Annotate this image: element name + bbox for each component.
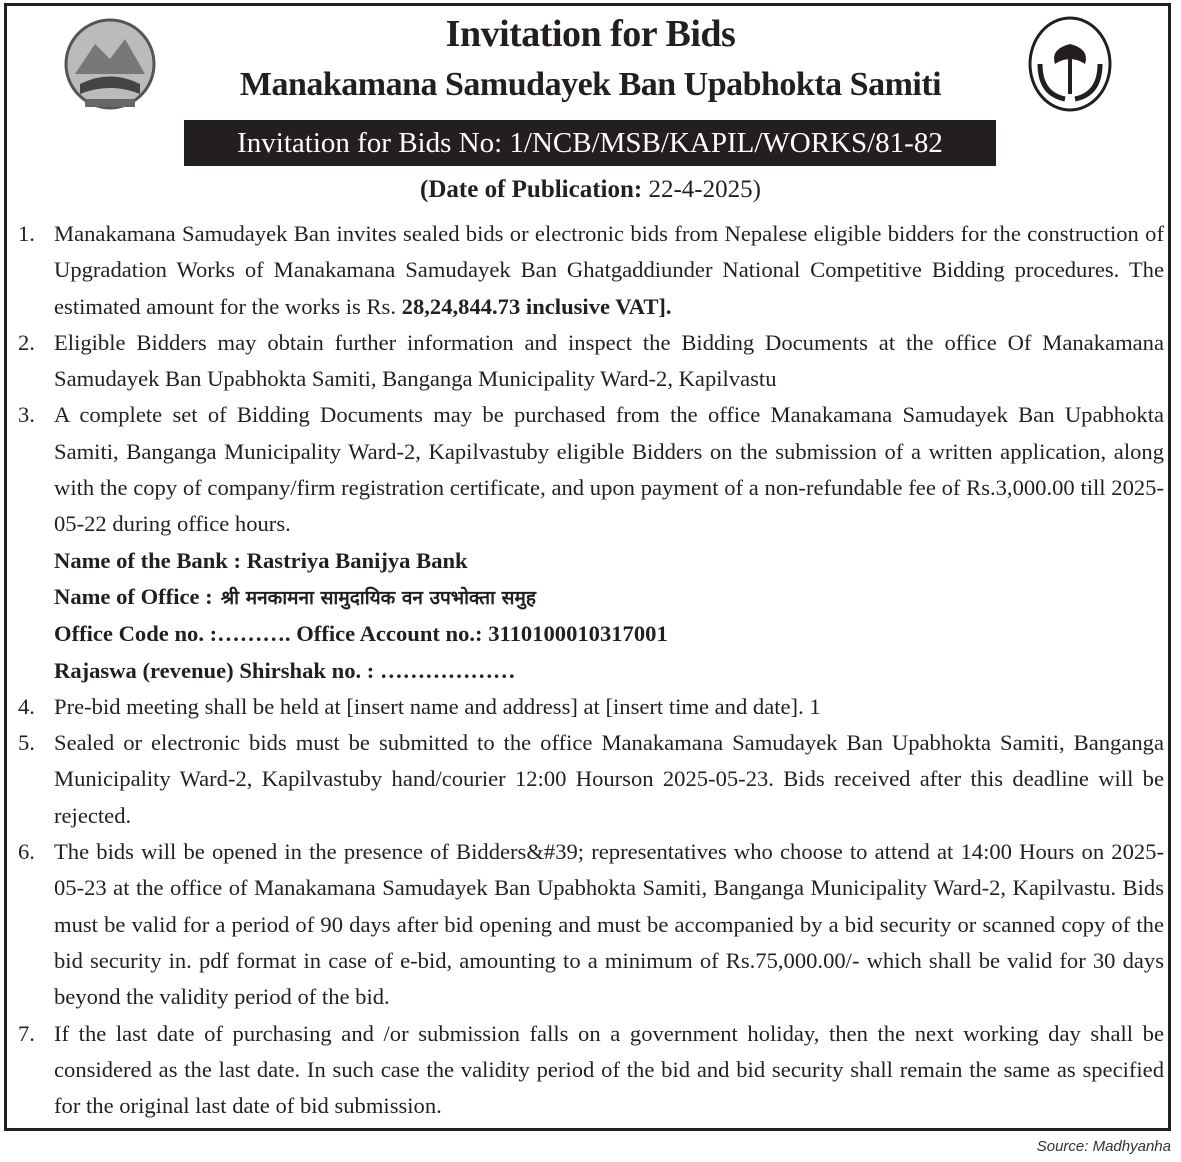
organization-name: Manakamana Samudayek Ban Upabhokta Samiti xyxy=(239,66,942,103)
item-number: 3. xyxy=(18,402,35,428)
list-item xyxy=(14,725,1164,834)
office-label: Name of Office : xyxy=(54,583,213,609)
page-title: Invitation for Bids xyxy=(445,13,736,55)
item-number: 7. xyxy=(18,1020,35,1046)
item-text: Manakamana Samudayek Ban invites sealed bids or electronic bids from Nepalese eligible bidders for the construction of Upgradation Works of Manakamana Samudayek Ban Ghatgaddiunder National Competitive Bidding procedures. The estimated amount for the works is Rs. xyxy=(54,221,1164,319)
item-text: Sealed or electronic bids must be submitted to the office Manakamana Samudayek Ban Upabhokta Samiti, Banganga Municipality Ward-2, Kapilvastuby hand/courier 12:00 Hourson 2025-05-23. Bids received after this deadline will be rejected. xyxy=(54,730,1164,828)
list-item xyxy=(14,689,1164,725)
item-number: 5. xyxy=(18,730,35,756)
item-text: The bids will be opened in the presence of Bidders&#39; representatives who choose to attend at 14:00 Hours on 2025-05-23 at the office of Manakamana Samudayek Ban Upabhokta Samiti, Banganga Municipality Ward-2, Kapilvastu. Bids must be valid for a period of 90 days after bid opening and must be accompanied by a bid security or scanned copy of the bid security in. pdf format in case of e-bid, amounting to a minimum of Rs.75,000.00/- which shall be valid for 30 days beyond the validity period of the bid. xyxy=(54,839,1164,1010)
item-text: A complete set of Bidding Documents may be purchased from the office Manakamana Samudayek Ban Upabhokta Samiti, Banganga Municipality Ward-2, Kapilvastuby eligible Bidders on the submission of a written application, along with the copy of company/firm registration certificate, and upon payment of a non-refundable fee of Rs.3,000.00 till 2025-05-22 during office hours. xyxy=(54,402,1164,537)
estimated-amount: 28,24,844.73 inclusive VAT]. xyxy=(401,293,672,319)
notice-items xyxy=(14,216,1164,1124)
item-number: 4. xyxy=(18,693,35,719)
item-text: Pre-bid meeting shall be held at [insert name and address] at [insert time and date]. 1 xyxy=(54,693,821,719)
publication-date-value: 22-4-2025) xyxy=(642,176,761,203)
rajaswa-shirshak: Rajaswa (revenue) Shirshak no. : ……………… xyxy=(54,657,516,683)
list-item xyxy=(14,325,1164,398)
bank-name: Name of the Bank : Rastriya Banijya Bank xyxy=(54,547,468,573)
item-number: 1. xyxy=(18,221,35,246)
list-item xyxy=(14,834,1164,1015)
publication-label: (Date of Publication: xyxy=(420,176,643,203)
office-name-line xyxy=(54,579,1164,616)
item-number: 2. xyxy=(18,329,35,355)
item-text: If the last date of purchasing and /or submission falls on a government holiday, then the next working day shall be considered as the last date. In such case the validity period of the bid and bid security shall remain the same as specified for the original last date of bid submission. xyxy=(54,1020,1164,1119)
list-item xyxy=(14,397,1164,688)
list-item xyxy=(14,1016,1164,1125)
source-credit: Source: Madhyanha xyxy=(1036,1138,1171,1155)
list-item xyxy=(14,216,1164,325)
item-number: 6. xyxy=(18,839,35,865)
publication-date xyxy=(0,176,1181,204)
item-text: Eligible Bidders may obtain further information and inspect the Bidding Documents at the office Of Manakamana Samudayek Ban Upabhokta Samiti, Banganga Municipality Ward-2, Kapilvastu xyxy=(54,329,1164,392)
office-name: श्री मनकामना सामुदायिक वन उपभोक्ता समुह xyxy=(220,586,536,609)
office-code: Office Code no. :………. Office Account no.: 3110100010317001 xyxy=(54,621,668,647)
bid-number-banner: Invitation for Bids No: 1/NCB/MSB/KAPIL/WORKS/81-82 xyxy=(184,120,996,166)
